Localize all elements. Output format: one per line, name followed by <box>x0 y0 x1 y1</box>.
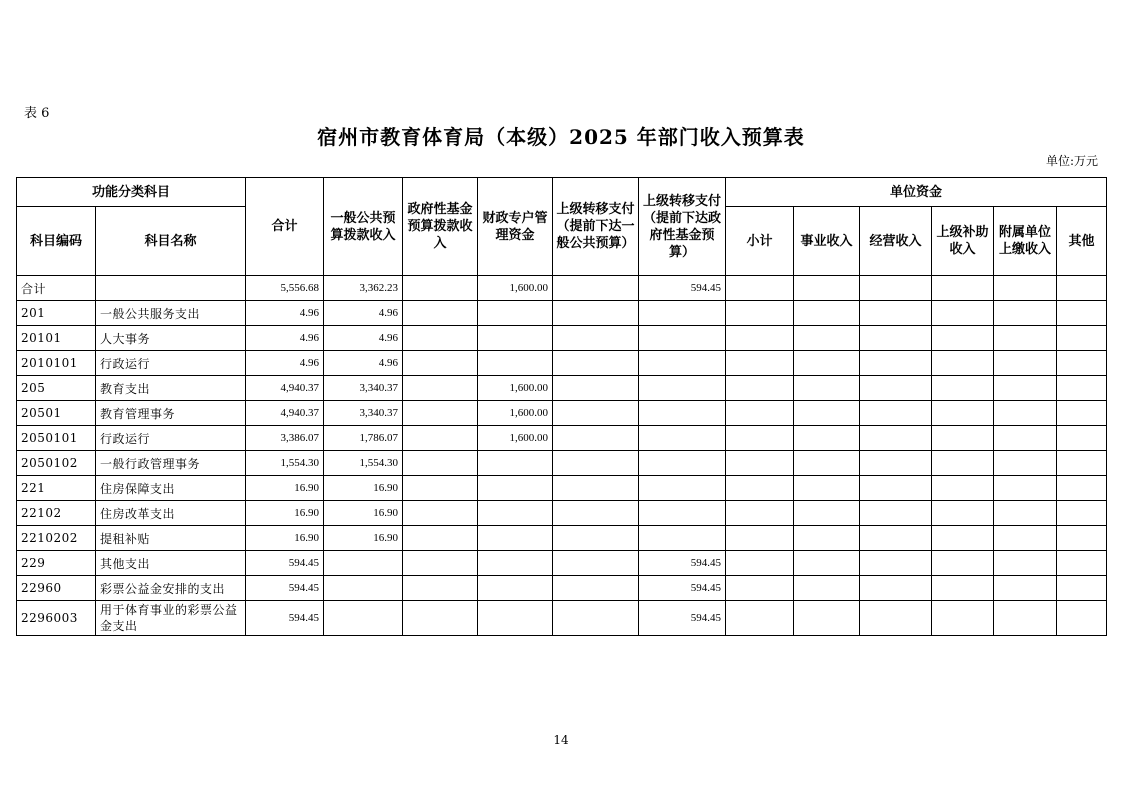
cell-gov-fund <box>403 526 478 551</box>
cell-general-public <box>324 601 403 636</box>
cell-business-income <box>794 576 860 601</box>
cell-superior-subsidy <box>932 401 994 426</box>
cell-code: 20101 <box>17 326 96 351</box>
cell-name: 其他支出 <box>96 551 246 576</box>
cell-special-fund: 1,600.00 <box>478 376 553 401</box>
cell-code: 2050102 <box>17 451 96 476</box>
cell-affiliated-income <box>994 376 1057 401</box>
cell-superior-subsidy <box>932 426 994 451</box>
cell-transfer-general <box>553 501 639 526</box>
cell-other <box>1057 376 1107 401</box>
cell-transfer-general <box>553 376 639 401</box>
cell-name <box>96 276 246 301</box>
cell-transfer-gov-fund <box>639 351 726 376</box>
cell-affiliated-income <box>994 451 1057 476</box>
cell-transfer-general <box>553 451 639 476</box>
cell-transfer-general <box>553 326 639 351</box>
cell-operating-income <box>860 526 932 551</box>
cell-superior-subsidy <box>932 476 994 501</box>
cell-transfer-general <box>553 276 639 301</box>
cell-operating-income <box>860 351 932 376</box>
cell-operating-income <box>860 551 932 576</box>
cell-superior-subsidy <box>932 451 994 476</box>
cell-superior-subsidy <box>932 351 994 376</box>
cell-operating-income <box>860 401 932 426</box>
cell-transfer-gov-fund <box>639 451 726 476</box>
cell-total: 4.96 <box>246 326 324 351</box>
cell-other <box>1057 476 1107 501</box>
cell-business-income <box>794 526 860 551</box>
cell-other <box>1057 551 1107 576</box>
cell-general-public: 4.96 <box>324 351 403 376</box>
cell-other <box>1057 326 1107 351</box>
cell-superior-subsidy <box>932 276 994 301</box>
cell-code: 221 <box>17 476 96 501</box>
cell-special-fund <box>478 301 553 326</box>
cell-business-income <box>794 301 860 326</box>
cell-special-fund: 1,600.00 <box>478 276 553 301</box>
cell-gov-fund <box>403 401 478 426</box>
cell-transfer-gov-fund <box>639 376 726 401</box>
table-label: 表 6 <box>24 106 50 121</box>
cell-name: 用于体育事业的彩票公益金支出 <box>96 601 246 636</box>
cell-total: 594.45 <box>246 576 324 601</box>
cell-other <box>1057 501 1107 526</box>
cell-business-income <box>794 276 860 301</box>
cell-special-fund <box>478 501 553 526</box>
cell-operating-income <box>860 601 932 636</box>
budget-table <box>16 177 1107 636</box>
table-row <box>17 401 1107 426</box>
cell-other <box>1057 601 1107 636</box>
cell-subtotal <box>726 351 794 376</box>
cell-subtotal <box>726 551 794 576</box>
header-subtotal: 小计 <box>726 207 794 276</box>
cell-name: 行政运行 <box>96 351 246 376</box>
cell-total: 3,386.07 <box>246 426 324 451</box>
header-affiliated-income: 附属单位上缴收入 <box>994 207 1057 276</box>
header-transfer-gov-fund: 上级转移支付（提前下达政府性基金预算） <box>639 178 726 276</box>
table-row <box>17 576 1107 601</box>
cell-business-income <box>794 376 860 401</box>
table-row <box>17 551 1107 576</box>
cell-name: 人大事务 <box>96 326 246 351</box>
cell-business-income <box>794 426 860 451</box>
cell-special-fund <box>478 551 553 576</box>
cell-transfer-general <box>553 301 639 326</box>
cell-general-public: 3,340.37 <box>324 376 403 401</box>
cell-total: 4.96 <box>246 301 324 326</box>
cell-affiliated-income <box>994 276 1057 301</box>
cell-affiliated-income <box>994 426 1057 451</box>
cell-subtotal <box>726 476 794 501</box>
cell-special-fund <box>478 601 553 636</box>
cell-transfer-gov-fund <box>639 526 726 551</box>
cell-other <box>1057 401 1107 426</box>
cell-other <box>1057 526 1107 551</box>
cell-gov-fund <box>403 351 478 376</box>
cell-affiliated-income <box>994 576 1057 601</box>
cell-transfer-gov-fund: 594.45 <box>639 576 726 601</box>
cell-affiliated-income <box>994 301 1057 326</box>
header-other: 其他 <box>1057 207 1107 276</box>
table-row <box>17 526 1107 551</box>
table-row <box>17 601 1107 636</box>
cell-operating-income <box>860 476 932 501</box>
cell-general-public: 4.96 <box>324 301 403 326</box>
cell-code: 2296003 <box>17 601 96 636</box>
table-row <box>17 501 1107 526</box>
cell-operating-income <box>860 276 932 301</box>
cell-code: 20501 <box>17 401 96 426</box>
table-row <box>17 351 1107 376</box>
cell-name: 住房保障支出 <box>96 476 246 501</box>
cell-total: 16.90 <box>246 476 324 501</box>
page-title: 宿州市教育体育局（本级）2025 年部门收入预算表 <box>317 125 805 149</box>
cell-other <box>1057 576 1107 601</box>
cell-code: 201 <box>17 301 96 326</box>
cell-gov-fund <box>403 551 478 576</box>
cell-business-income <box>794 501 860 526</box>
cell-total: 4,940.37 <box>246 401 324 426</box>
cell-superior-subsidy <box>932 601 994 636</box>
header-superior-subsidy: 上级补助收入 <box>932 207 994 276</box>
cell-total: 16.90 <box>246 526 324 551</box>
cell-operating-income <box>860 576 932 601</box>
cell-total: 594.45 <box>246 551 324 576</box>
cell-general-public <box>324 551 403 576</box>
cell-affiliated-income <box>994 501 1057 526</box>
cell-transfer-gov-fund <box>639 426 726 451</box>
cell-name: 教育支出 <box>96 376 246 401</box>
cell-code: 2010101 <box>17 351 96 376</box>
cell-superior-subsidy <box>932 576 994 601</box>
table-row <box>17 276 1107 301</box>
cell-business-income <box>794 601 860 636</box>
cell-name: 教育管理事务 <box>96 401 246 426</box>
cell-transfer-general <box>553 551 639 576</box>
cell-business-income <box>794 451 860 476</box>
cell-gov-fund <box>403 601 478 636</box>
cell-gov-fund <box>403 576 478 601</box>
table-header <box>17 178 1107 276</box>
cell-business-income <box>794 351 860 376</box>
cell-general-public <box>324 576 403 601</box>
cell-code: 229 <box>17 551 96 576</box>
cell-name: 住房改革支出 <box>96 501 246 526</box>
cell-superior-subsidy <box>932 551 994 576</box>
header-transfer-general: 上级转移支付（提前下达一般公共预算） <box>553 178 639 276</box>
cell-general-public: 4.96 <box>324 326 403 351</box>
cell-transfer-gov-fund <box>639 401 726 426</box>
cell-name: 一般公共服务支出 <box>96 301 246 326</box>
cell-superior-subsidy <box>932 526 994 551</box>
header-operating-income: 经营收入 <box>860 207 932 276</box>
cell-code: 合计 <box>17 276 96 301</box>
cell-gov-fund <box>403 376 478 401</box>
cell-transfer-general <box>553 526 639 551</box>
cell-general-public: 1,554.30 <box>324 451 403 476</box>
cell-general-public: 1,786.07 <box>324 426 403 451</box>
cell-code: 22960 <box>17 576 96 601</box>
cell-affiliated-income <box>994 326 1057 351</box>
unit-label: 单位:万元 <box>1045 154 1098 168</box>
header-code: 科目编码 <box>17 207 96 276</box>
cell-other <box>1057 351 1107 376</box>
cell-special-fund <box>478 351 553 376</box>
cell-subtotal <box>726 426 794 451</box>
cell-transfer-general <box>553 476 639 501</box>
cell-subtotal <box>726 576 794 601</box>
cell-special-fund <box>478 476 553 501</box>
cell-code: 205 <box>17 376 96 401</box>
cell-transfer-gov-fund: 594.45 <box>639 551 726 576</box>
cell-superior-subsidy <box>932 301 994 326</box>
cell-gov-fund <box>403 276 478 301</box>
cell-affiliated-income <box>994 476 1057 501</box>
cell-name: 行政运行 <box>96 426 246 451</box>
cell-business-income <box>794 476 860 501</box>
cell-general-public: 3,340.37 <box>324 401 403 426</box>
cell-operating-income <box>860 376 932 401</box>
cell-transfer-gov-fund <box>639 476 726 501</box>
cell-transfer-general <box>553 601 639 636</box>
cell-general-public: 3,362.23 <box>324 276 403 301</box>
cell-affiliated-income <box>994 351 1057 376</box>
cell-affiliated-income <box>994 401 1057 426</box>
cell-superior-subsidy <box>932 501 994 526</box>
cell-transfer-gov-fund <box>639 326 726 351</box>
cell-business-income <box>794 401 860 426</box>
table-row <box>17 326 1107 351</box>
cell-subtotal <box>726 601 794 636</box>
cell-subtotal <box>726 301 794 326</box>
cell-gov-fund <box>403 326 478 351</box>
cell-operating-income <box>860 501 932 526</box>
cell-name: 彩票公益金安排的支出 <box>96 576 246 601</box>
cell-total: 4.96 <box>246 351 324 376</box>
cell-subtotal <box>726 526 794 551</box>
cell-transfer-gov-fund <box>639 301 726 326</box>
cell-subtotal <box>726 401 794 426</box>
table-row <box>17 426 1107 451</box>
cell-gov-fund <box>403 476 478 501</box>
cell-business-income <box>794 326 860 351</box>
cell-affiliated-income <box>994 526 1057 551</box>
cell-transfer-gov-fund: 594.45 <box>639 601 726 636</box>
cell-general-public: 16.90 <box>324 501 403 526</box>
table-row <box>17 451 1107 476</box>
header-total: 合计 <box>246 178 324 276</box>
cell-business-income <box>794 551 860 576</box>
table-row <box>17 476 1107 501</box>
cell-operating-income <box>860 301 932 326</box>
cell-transfer-general <box>553 401 639 426</box>
cell-subtotal <box>726 501 794 526</box>
cell-special-fund <box>478 576 553 601</box>
cell-name: 提租补贴 <box>96 526 246 551</box>
cell-special-fund <box>478 526 553 551</box>
header-business-income: 事业收入 <box>794 207 860 276</box>
cell-total: 594.45 <box>246 601 324 636</box>
cell-transfer-general <box>553 351 639 376</box>
table-row <box>17 376 1107 401</box>
page-number: 14 <box>553 733 569 747</box>
header-general-public: 一般公共预算拨款收入 <box>324 178 403 276</box>
header-name: 科目名称 <box>96 207 246 276</box>
cell-subtotal <box>726 326 794 351</box>
cell-total: 5,556.68 <box>246 276 324 301</box>
cell-gov-fund <box>403 426 478 451</box>
cell-gov-fund <box>403 501 478 526</box>
table-row <box>17 301 1107 326</box>
cell-other <box>1057 276 1107 301</box>
cell-affiliated-income <box>994 601 1057 636</box>
cell-superior-subsidy <box>932 326 994 351</box>
cell-total: 4,940.37 <box>246 376 324 401</box>
cell-total: 1,554.30 <box>246 451 324 476</box>
header-unit-funds: 单位资金 <box>726 178 1107 207</box>
cell-affiliated-income <box>994 551 1057 576</box>
cell-special-fund <box>478 326 553 351</box>
table-body <box>17 276 1107 636</box>
cell-subtotal <box>726 451 794 476</box>
cell-code: 2210202 <box>17 526 96 551</box>
cell-transfer-general <box>553 426 639 451</box>
cell-transfer-general <box>553 576 639 601</box>
cell-code: 2050101 <box>17 426 96 451</box>
cell-special-fund: 1,600.00 <box>478 401 553 426</box>
cell-other <box>1057 451 1107 476</box>
cell-total: 16.90 <box>246 501 324 526</box>
cell-general-public: 16.90 <box>324 526 403 551</box>
header-special-fund: 财政专户管理资金 <box>478 178 553 276</box>
cell-name: 一般行政管理事务 <box>96 451 246 476</box>
cell-gov-fund <box>403 451 478 476</box>
cell-special-fund: 1,600.00 <box>478 426 553 451</box>
cell-other <box>1057 426 1107 451</box>
cell-transfer-gov-fund: 594.45 <box>639 276 726 301</box>
cell-code: 22102 <box>17 501 96 526</box>
cell-other <box>1057 301 1107 326</box>
cell-gov-fund <box>403 301 478 326</box>
cell-general-public: 16.90 <box>324 476 403 501</box>
header-functional-category: 功能分类科目 <box>17 178 246 207</box>
cell-operating-income <box>860 326 932 351</box>
cell-operating-income <box>860 451 932 476</box>
cell-transfer-gov-fund <box>639 501 726 526</box>
header-gov-fund: 政府性基金预算拨款收入 <box>403 178 478 276</box>
cell-special-fund <box>478 451 553 476</box>
cell-operating-income <box>860 426 932 451</box>
cell-subtotal <box>726 276 794 301</box>
cell-superior-subsidy <box>932 376 994 401</box>
cell-subtotal <box>726 376 794 401</box>
